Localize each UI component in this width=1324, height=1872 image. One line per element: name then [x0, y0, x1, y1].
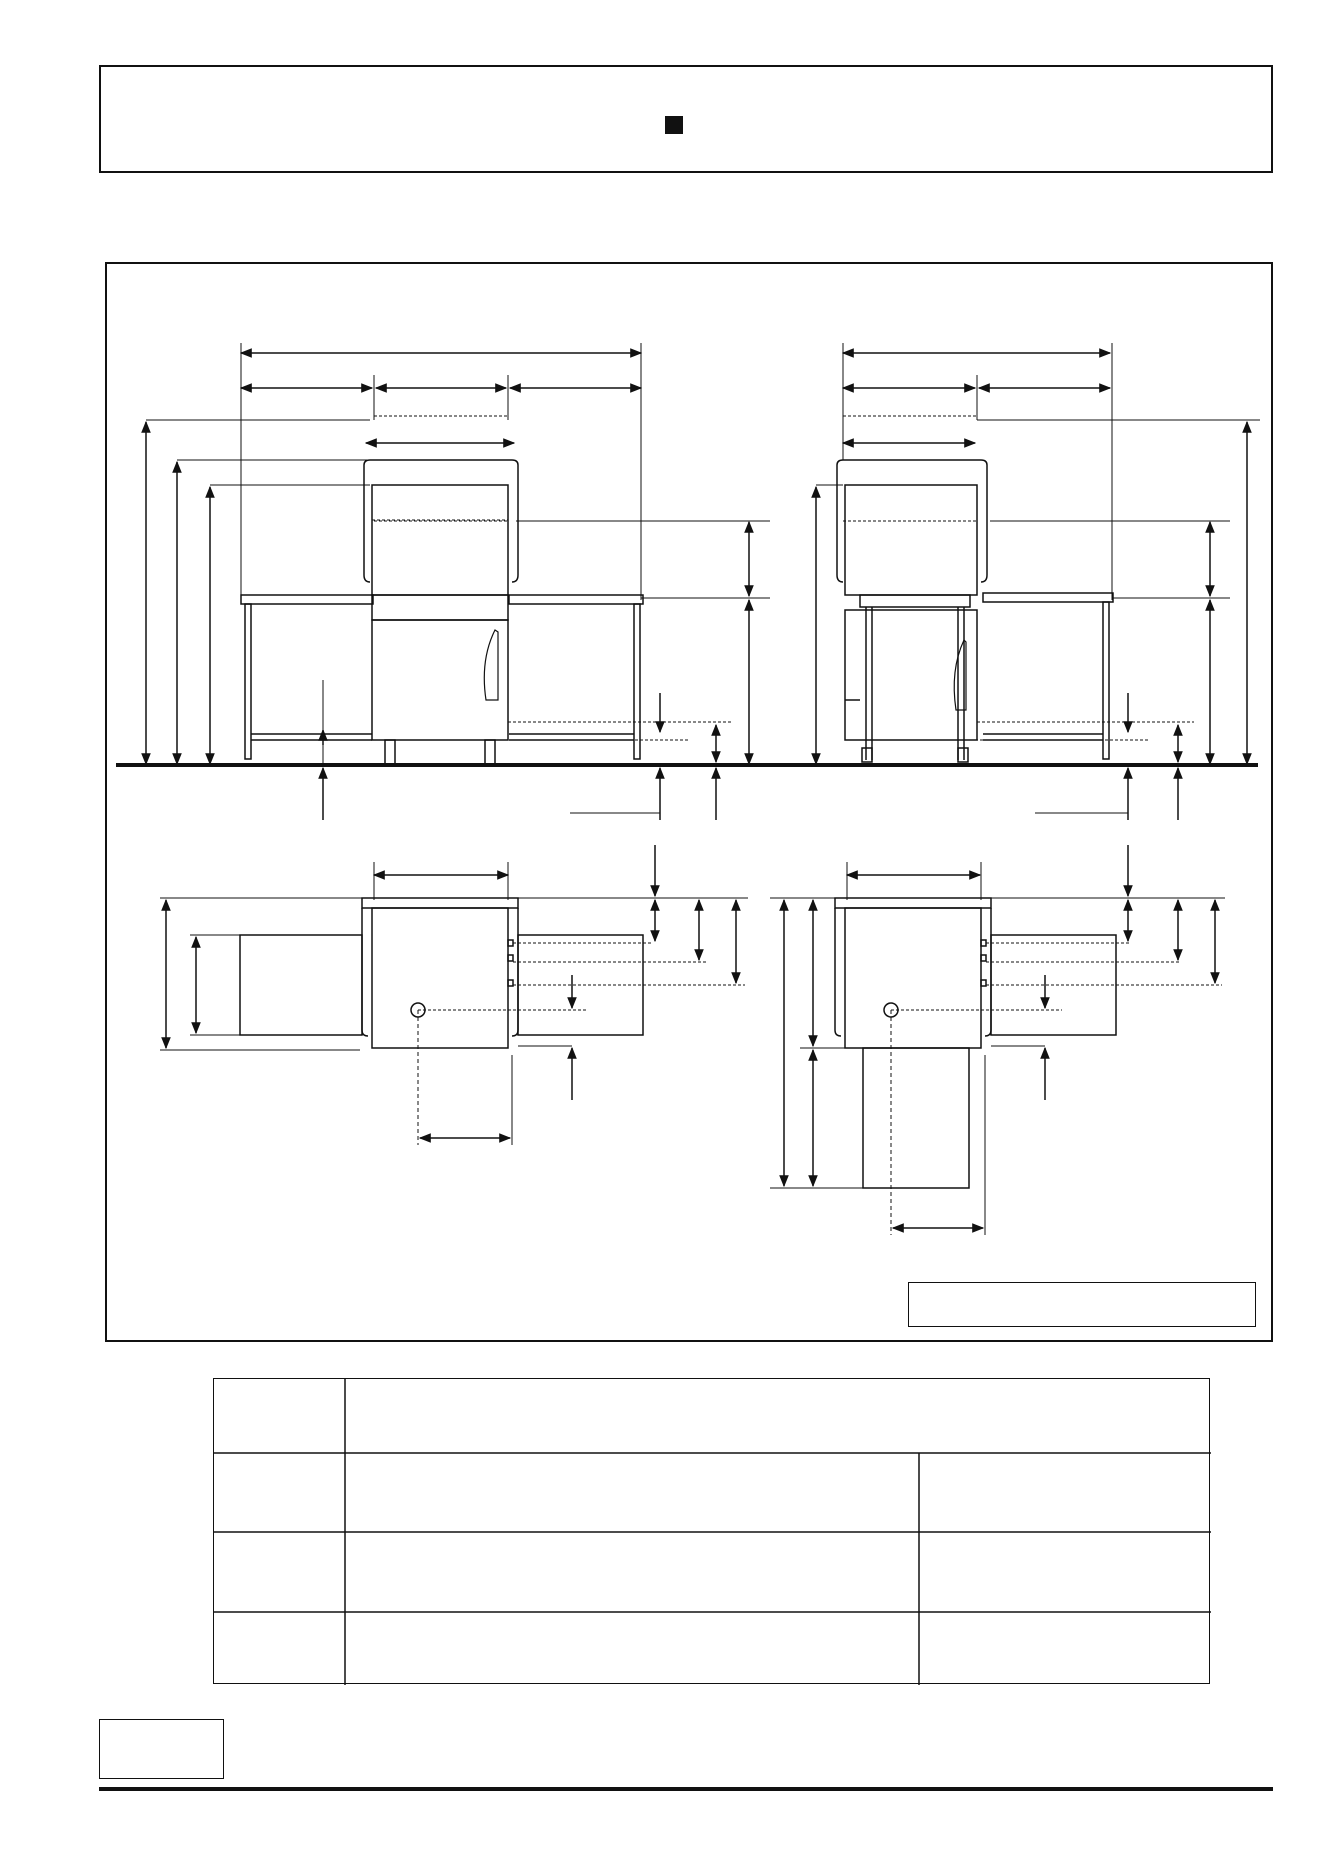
table-cell-header-label [214, 1379, 345, 1453]
elevation-right [816, 343, 1260, 820]
plan-view-straight [160, 845, 748, 1145]
elevation-left [116, 343, 1258, 820]
spec-table [213, 1378, 1210, 1684]
page-number-box [99, 1719, 224, 1779]
plan-view-corner [770, 845, 1225, 1235]
table-row [214, 1532, 345, 1612]
table-cell-header-value [345, 1379, 1211, 1453]
footer-rule [99, 1787, 1273, 1791]
note-box [908, 1282, 1256, 1327]
table-row [214, 1453, 345, 1532]
table-row [214, 1612, 345, 1685]
